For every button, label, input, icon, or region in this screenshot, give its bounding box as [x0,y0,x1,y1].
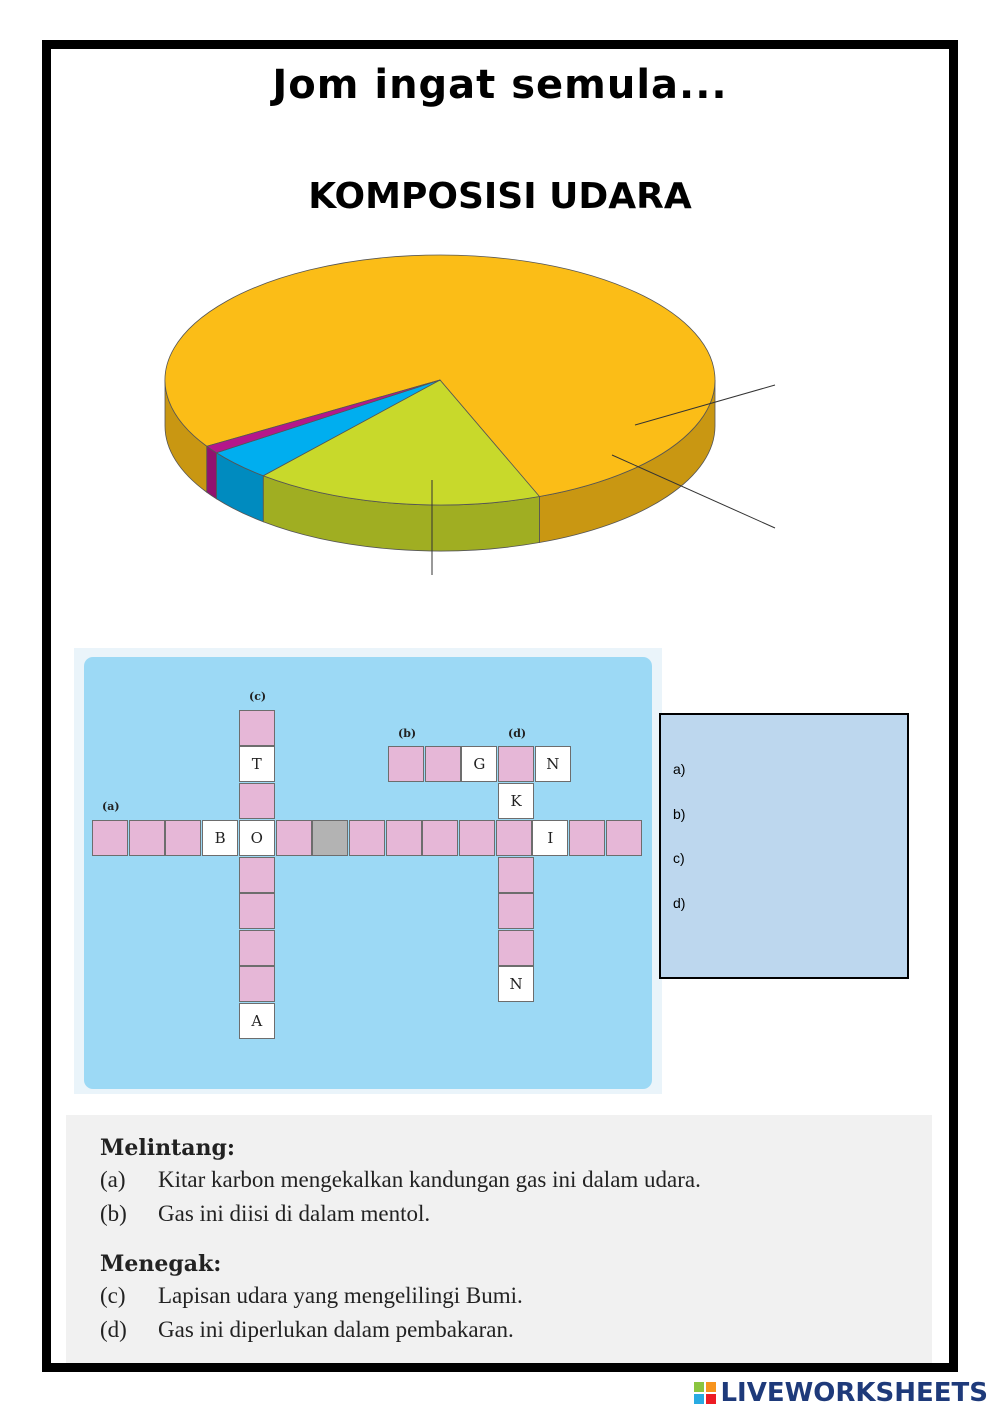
cell-a-7 [312,820,348,856]
cell-b-1[interactable] [388,746,424,782]
cell-d-4[interactable] [498,893,534,929]
cell-c-6[interactable] [239,930,275,966]
clue-c-key: (c) [100,1283,126,1308]
cell-a-6[interactable] [276,820,312,856]
clue-c-text: Lapisan udara yang mengelilingi Bumi. [158,1283,523,1308]
clue-d-key: (d) [100,1317,127,1342]
liveworksheets-logo [694,1378,988,1408]
clue-a-text: Kitar karbon mengekalkan kandungan gas ini dalam udara. [158,1167,701,1192]
cell-b-4[interactable] [498,746,534,782]
cell-d-5[interactable] [498,930,534,966]
clue-b-text: Gas ini diisi di dalam mentol. [158,1201,431,1226]
clue-tag-a: (a) [102,800,120,813]
chart-title: KOMPOSISI UDARA [308,176,692,217]
cell-a-9[interactable] [386,820,422,856]
pie-side-carbon-dioxide [207,446,217,499]
answer-label-b: b) [673,806,686,822]
cell-c-2: T [239,746,275,782]
cell-a-14[interactable] [569,820,605,856]
cell-a-5: O [239,820,275,856]
cell-c-8: A [239,1003,275,1039]
answer-label-d: d) [673,895,686,911]
cell-b-2[interactable] [425,746,461,782]
clues-section [66,1115,932,1363]
clue-tag-b: (b) [398,727,417,740]
cell-d-2: K [498,783,534,819]
answer-label-c: c) [673,850,685,866]
clue-d [100,1317,514,1343]
page-title: Jom ingat semula... [272,62,728,108]
cell-a-3[interactable] [165,820,201,856]
clue-b-key: (b) [100,1201,127,1226]
answer-label-a: a) [673,761,686,777]
crossword-board [84,657,652,1089]
clue-b [100,1201,430,1227]
air-composition-pie-chart [150,230,800,590]
cell-d-3[interactable] [498,857,534,893]
liveworksheets-icon [694,1382,716,1404]
liveworksheets-brand: LIVEWORKSHEETS [720,1378,988,1408]
clue-c [100,1283,523,1309]
cell-a-2[interactable] [129,820,165,856]
cell-a-1[interactable] [92,820,128,856]
cell-a-8[interactable] [349,820,385,856]
clue-d-text: Gas ini diperlukan dalam pembakaran. [158,1317,514,1342]
cell-a-4: B [202,820,238,856]
cell-a-13: I [532,820,568,856]
cell-c-3[interactable] [239,783,275,819]
answer-box[interactable] [659,713,909,979]
cell-c-4[interactable] [239,857,275,893]
cell-a-10[interactable] [422,820,458,856]
across-heading: Melintang: [100,1135,235,1161]
cell-a-12[interactable] [496,820,532,856]
clue-tag-c: (c) [249,690,267,703]
cell-b-3: G [461,746,497,782]
cell-c-5[interactable] [239,893,275,929]
cell-c-7[interactable] [239,966,275,1002]
clue-a-key: (a) [100,1167,126,1192]
cell-b-5: N [535,746,571,782]
cell-a-15[interactable] [606,820,642,856]
clue-tag-d: (d) [508,727,527,740]
cell-d-6: N [498,966,534,1002]
down-heading: Menegak: [100,1251,222,1277]
clue-a [100,1167,701,1193]
cell-c-1[interactable] [239,710,275,746]
cell-a-11[interactable] [459,820,495,856]
